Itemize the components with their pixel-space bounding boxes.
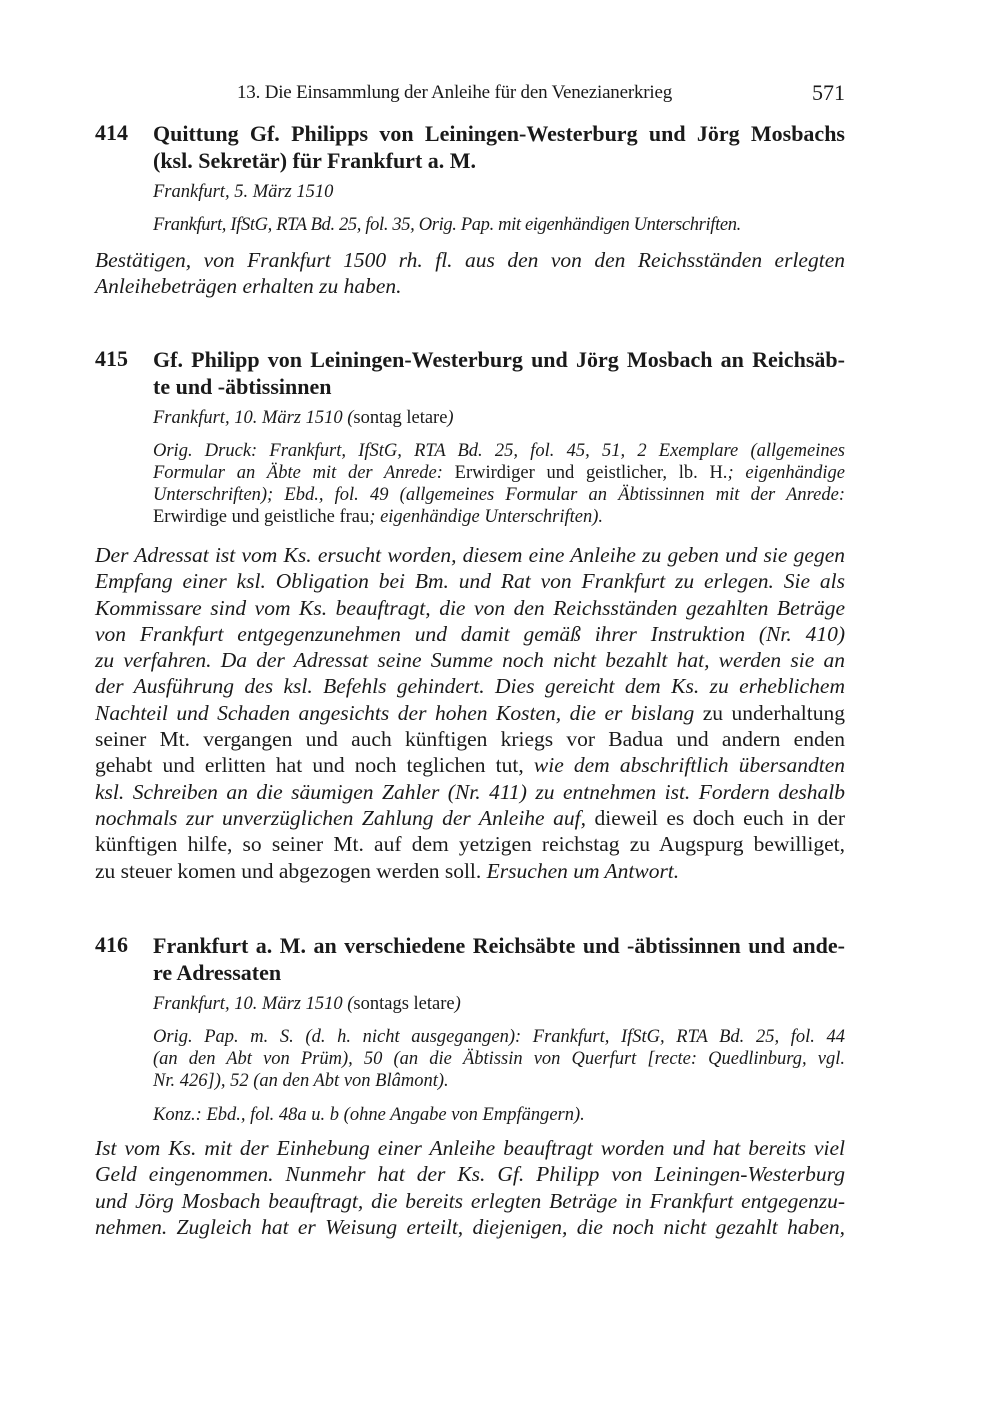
summary-line: Empfang einer ksl. Obligation bei Bm. und Rat von Frankfurt zu erlegen. Sie als	[95, 569, 845, 594]
date-line	[153, 407, 845, 429]
summary-line: Ist vom Ks. mit der Einhebung einer Anleihe beauftragt worden und hat bereits viel	[95, 1136, 845, 1160]
source-line: (an den Abt von Prüm), 50 (an die Äbtissin von Querfurt [recte: Quedlinburg, vgl.	[153, 1049, 845, 1069]
source-quote: Erwirdige und geistliche frau	[153, 507, 370, 527]
running-head	[95, 80, 845, 108]
draft-line: Konz.: Ebd., fol. 48a u. b (ohne Angabe von Empfängern).	[153, 1105, 585, 1125]
summary-italic: wie dem abschriftlich übersandten	[533, 753, 845, 778]
date-line: Frankfurt, 5. März 1510	[153, 182, 334, 202]
summary-line: Anleihebeträgen erhalten zu haben.	[95, 274, 402, 299]
entry-draft	[153, 1104, 845, 1126]
heading-line: (ksl. Sekretär) für Frankfurt a. M.	[153, 148, 477, 173]
entry-summary	[95, 247, 845, 300]
source-text: ; eigenhändige	[727, 463, 846, 483]
source-text: ; eigenhändige Unterschriften).	[369, 507, 604, 527]
summary-italic: Ersuchen um Antwort.	[486, 858, 680, 883]
summary-line: zu verfahren. Da der Adressat seine Summe noch nicht bezahlt hat, werden sie an	[95, 648, 845, 673]
summary-line: der Ausführung des ksl. Befehls gehindert. Dies gereicht dem Ks. zu erheblichem	[95, 674, 845, 699]
summary-line	[95, 752, 845, 778]
heading-line: te und -äbtissinnen	[153, 374, 332, 399]
entry-source	[153, 440, 845, 528]
entry-heading	[153, 346, 845, 400]
source-line	[153, 462, 845, 484]
heading-line: Frankfurt a. M. an verschiedene Reichsäbte und -äbtissinnen und ande-	[153, 933, 845, 958]
source-text: Unterschriften); Ebd., fol. 49 (allgemeines Formular an Äbtissinnen mit der Anrede:	[153, 485, 845, 505]
summary-line: seiner Mt. vergangen und auch künftigen kriegs vor Badua und andern enden	[95, 727, 845, 752]
summary-line	[95, 858, 845, 884]
entry-heading	[153, 932, 845, 986]
entry-source	[153, 1026, 845, 1092]
entry-date	[153, 181, 845, 203]
source-line	[153, 484, 845, 506]
date-place: Frankfurt, 10. März 1510 (	[153, 994, 354, 1014]
summary-quote: zu steuer komen und abgezogen werden soll.	[95, 858, 487, 883]
summary-line: nehmen. Zugleich hat er Weisung erteilt, diejenigen, die noch nicht gezahlt haben,	[95, 1214, 845, 1239]
entry-number: 414	[95, 120, 128, 145]
source-line: Frankfurt, IfStG, RTA Bd. 25, fol. 35, Orig. Pap. mit eigenhändigen Unterschriften.	[153, 215, 741, 235]
source-line	[153, 440, 845, 462]
running-head-title: 13. Die Einsammlung der Anleihe für den Venezianerkrieg	[237, 82, 673, 103]
entry-summary	[95, 1135, 845, 1240]
summary-line: künftigen hilfe, so seiner Mt. auf dem yetzigen reichstag zu Augspurg bewilliget,	[95, 832, 845, 857]
source-quote: Erwirdiger und geistlicher, lb. H.	[454, 463, 728, 483]
summary-line: von Frankfurt entgegenzunehmen und damit gemäß ihrer Instruktion (Nr. 410)	[95, 621, 845, 646]
entry-heading	[153, 120, 845, 174]
entry-date	[153, 407, 845, 429]
heading-line: re Adressaten	[153, 960, 282, 985]
date-feast: sontag letare	[353, 408, 448, 428]
heading-line: Gf. Philipp von Leiningen-Westerburg und Jörg Mosbach an Reichsäb-	[153, 347, 845, 372]
summary-line: Kommissare sind vom Ks. beauftragt, die von den Reichsständen gezahlten Beträge	[95, 595, 845, 620]
summary-italic: nochmals zur unverzüglichen Zahlung der Anleihe auf,	[95, 805, 595, 830]
summary-quote: dieweil es doch euch in der	[594, 805, 845, 830]
summary-line: ksl. Schreiben an die säumigen Zahler (Nr. 411) zu entnehmen ist. Fordern deshalb	[95, 779, 845, 804]
date-close: )	[454, 994, 461, 1014]
entry-summary	[95, 542, 845, 884]
summary-line: Geld eingenommen. Nunmehr hat der Ks. Gf. Philipp von Leiningen-Westerburg	[95, 1162, 845, 1187]
summary-line: Bestätigen, von Frankfurt 1500 rh. fl. aus den von den Reichsständen erlegten	[95, 248, 845, 272]
entry-date	[153, 993, 845, 1015]
entry-number: 415	[95, 346, 128, 371]
entry-source	[153, 214, 845, 236]
source-text: Orig. Druck: Frankfurt, IfStG, RTA Bd. 25, fol. 45, 51, 2 Exemplare (allgemeines	[153, 441, 845, 461]
heading-line: Quittung Gf. Philipps von Leiningen-Westerburg und Jörg Mosbachs	[153, 121, 845, 146]
summary-line: und Jörg Mosbach beauftragt, die bereits erlegten Beträge in Frankfurt entgegenzu-	[95, 1188, 845, 1213]
source-line: Orig. Pap. m. S. (d. h. nicht ausgegangen): Frankfurt, IfStG, RTA Bd. 25, fol. 44	[153, 1027, 845, 1047]
entry-number: 416	[95, 932, 128, 957]
summary-line: Der Adressat ist vom Ks. ersucht worden, diesem eine Anleihe zu geben und sie gegen	[95, 543, 845, 567]
date-place: Frankfurt, 10. März 1510 (	[153, 408, 354, 428]
date-feast: sontags letare	[353, 994, 455, 1014]
summary-line	[95, 700, 845, 726]
source-line	[153, 506, 845, 528]
source-text: Formular an Äbte mit der Anrede:	[153, 463, 455, 483]
summary-line	[95, 805, 845, 831]
summary-quote: gehabt und erlitten hat und noch teglichen tut,	[95, 753, 534, 778]
date-close: )	[447, 408, 454, 428]
page-number: 571	[812, 80, 845, 105]
summary-quote: zu underhaltung	[702, 700, 845, 725]
summary-italic: Nachteil und Schaden angesichts der hohen Kosten, die er bislang	[95, 700, 703, 725]
source-line: Nr. 426]), 52 (an den Abt von Blâmont).	[153, 1071, 449, 1091]
date-line	[153, 993, 845, 1015]
